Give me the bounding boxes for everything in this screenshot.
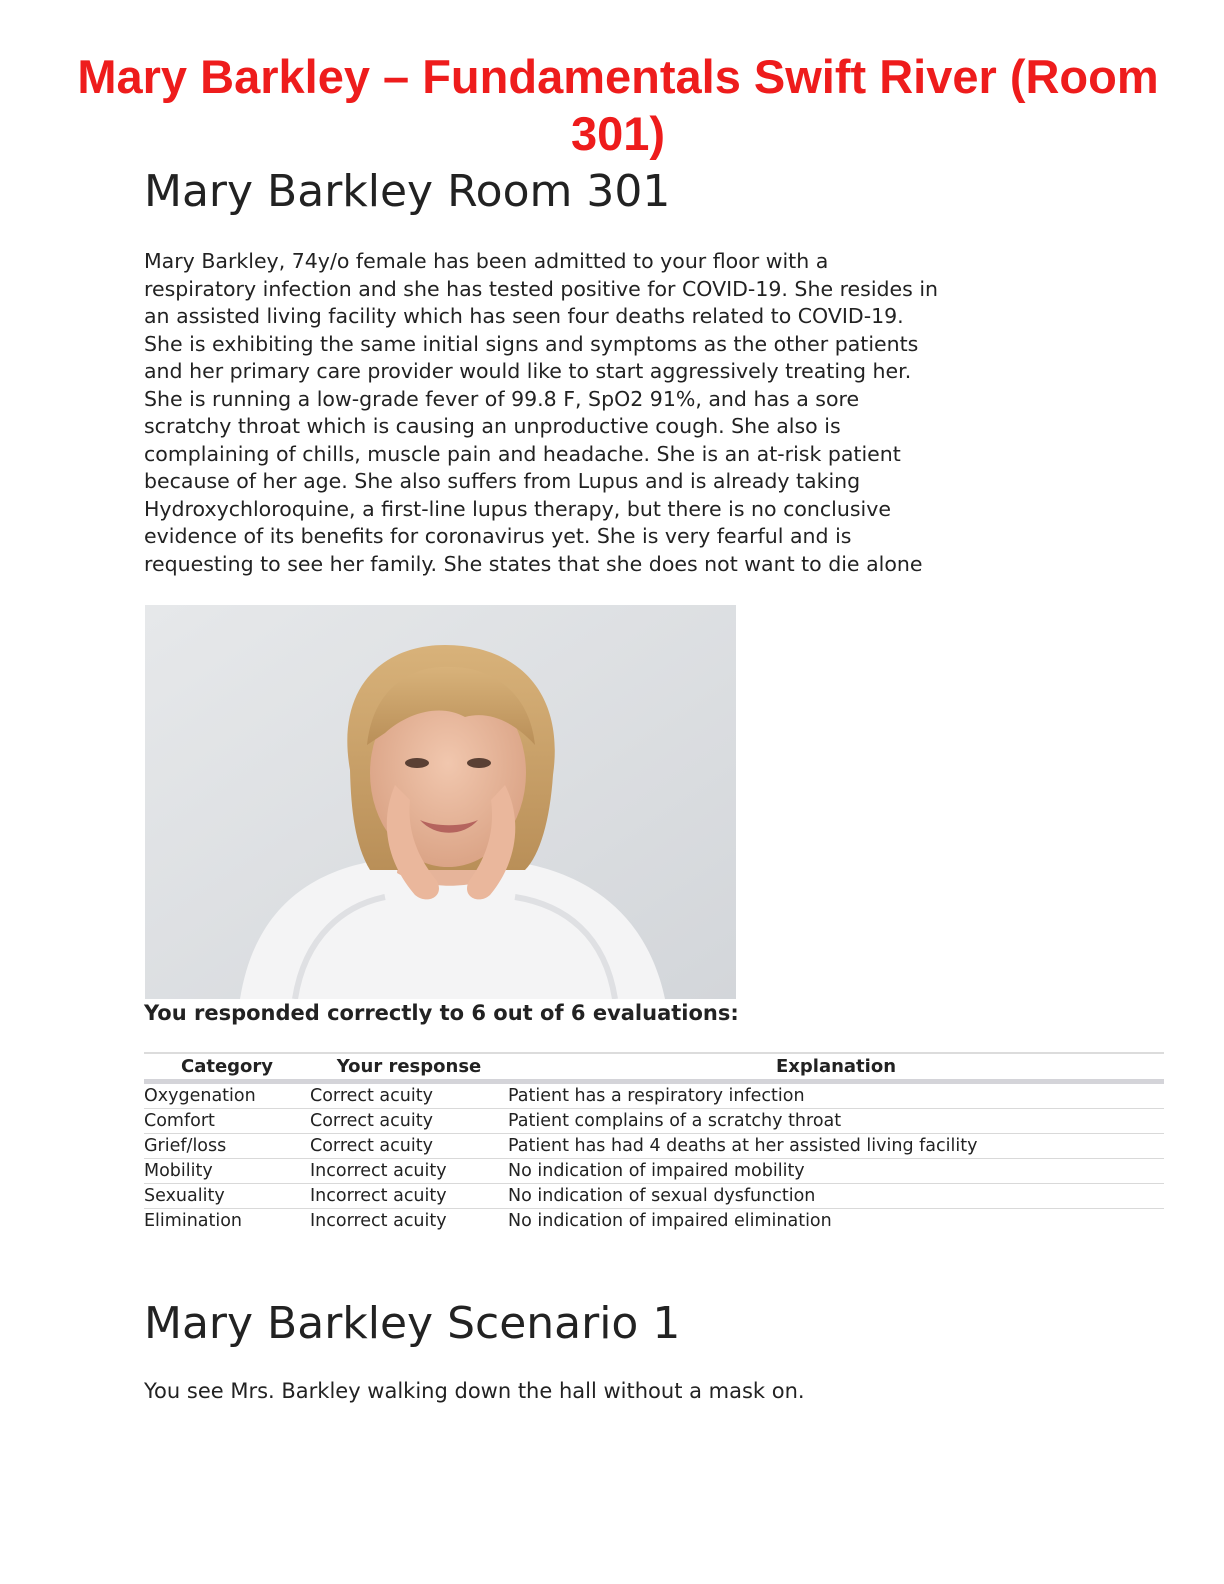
table-row [144,1134,1164,1159]
patient-photo [145,605,736,999]
row-response: Incorrect acuity [310,1211,447,1231]
row-explanation: No indication of impaired elimination [508,1211,832,1231]
row-category: Sexuality [144,1184,310,1209]
table-header-row [144,1053,1164,1082]
patient-portrait-image [145,605,736,999]
table-row [144,1082,1164,1109]
row-response: Incorrect acuity [310,1184,508,1209]
document-title: Mary Barkley – Fundamentals Swift River (Room 301) [77,50,1159,160]
table-row [144,1209,1164,1234]
row-explanation: No indication of sexual dysfunction [508,1184,1164,1209]
row-explanation: Patient has had 4 deaths at her assisted living facility [508,1134,1164,1159]
row-category: Oxygenation [144,1082,310,1109]
table-row [144,1184,1164,1209]
row-category: Elimination [144,1211,243,1231]
patient-description: Mary Barkley, 74y/o female has been admitted to your floor with a respiratory infection and she has tested positive for COVID-19. She resides in an assisted living facility which has seen four deaths related to COVID-19. She is exhibiting the same initial signs and symptoms as the other patients and her primary care provider would like to start aggressively treating her. She is running a low-grade fever of 99.8 F, SpO2 91%, and has a sore scratchy throat which is causing an unproductive cough. She also is complaining of chills, muscle pain and headache. She is an at-risk patient because of her age. She also suffers from Lupus and is already taking Hydroxychloroquine, a first-line lupus therapy, but there is no conclusive evidence of its benefits for coronavirus yet. She is very fearful and is requesting to see her family. She states that she does not want to die alone [144,249,939,576]
row-category: Mobility [144,1159,310,1184]
table-row [144,1159,1164,1184]
row-explanation: No indication of impaired mobility [508,1159,1164,1184]
row-explanation: Patient complains of a scratchy throat [508,1109,1164,1134]
column-header-response: Your response [336,1056,482,1077]
evaluation-table [144,1052,1164,1233]
row-category: Grief/loss [144,1134,310,1159]
row-explanation: Patient has a respiratory infection [508,1082,1164,1109]
row-response: Incorrect acuity [310,1159,508,1184]
row-category: Comfort [144,1109,310,1134]
row-response: Correct acuity [310,1109,508,1134]
column-header-category: Category [180,1056,274,1077]
table-row [144,1109,1164,1134]
evaluation-summary: You responded correctly to 6 out of 6 evaluations: [144,1001,739,1025]
row-response: Correct acuity [310,1134,508,1159]
scenario-heading: Mary Barkley Scenario 1 [144,1298,681,1349]
row-response: Correct acuity [310,1082,508,1109]
column-header-explanation: Explanation [775,1056,897,1077]
room-heading: Mary Barkley Room 301 [144,166,671,217]
scenario-text: You see Mrs. Barkley walking down the hall without a mask on. [144,1379,805,1403]
